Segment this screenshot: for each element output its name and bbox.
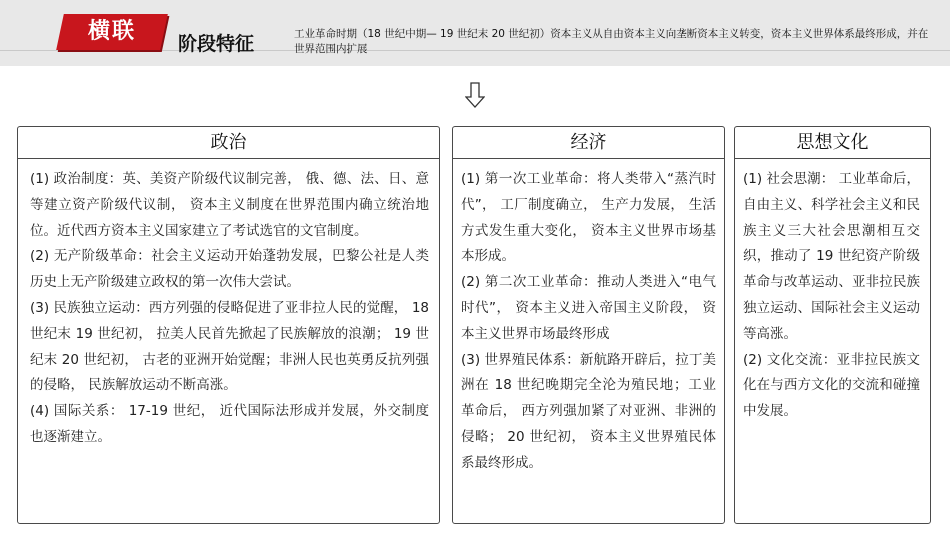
politics-item: (3) 民族独立运动：西方列强的侵略促进了亚非拉人民的觉醒， 18 世纪末 19 世纪初， 拉美人民首先掀起了民族解放的浪潮； 19 世纪末 20 世纪初， 古老的亚洲开始觉醒；非洲人民也英勇反抗列强的侵略， 民族解放运动不断高涨。	[30, 299, 429, 394]
economy-item: (2) 第二次工业革命：推动人类进入“电气时代”， 资本主义进入帝国主义阶段， 资本主义世界市场最终形成	[461, 274, 716, 342]
thought-item: (1) 社会思潮： 工业革命后， 自由主义、科学社会主义和民族主义三大社会思潮相互交织，推动了 19 世纪资产阶级革命与改革运动、亚非拉民族独立运动、国际社会主义运动等高涨。	[743, 171, 920, 342]
politics-column	[17, 126, 440, 524]
politics-item: (4) 国际关系： 17-19 世纪， 近代国际法形成并发展，外交制度也逐渐建立。	[30, 403, 429, 445]
economy-item: (3) 世界殖民体系：新航路开辟后，拉丁美洲在 18 世纪晚期完全沦为殖民地；工业革命后， 西方列强加紧了对亚洲、非洲的侵略； 20 世纪初， 资本主义世界殖民体系最终形成。	[461, 351, 716, 471]
economy-column	[452, 126, 725, 524]
down-arrow-icon	[465, 82, 485, 108]
section-title: 阶段特征	[178, 33, 255, 55]
thought-culture-column	[734, 126, 931, 524]
section-description: 工业革命时期（18 世纪中期— 19 世纪末 20 世纪初）资本主义从自由资本主义向垄断资本主义转变，资本主义世界体系最终形成，并在世界范围内扩展	[294, 28, 929, 55]
economy-column-body	[453, 159, 724, 477]
politics-item: (1) 政治制度：英、美资产阶级代议制完善， 俄、德、法、日、意等建立资产阶级代议制， 资本主义制度在世界范围内确立统治地位。近代西方资本主义国家建立了考试选官的文官制度。	[30, 171, 429, 239]
politics-column-title: 政治	[18, 127, 439, 159]
thought-item: (2) 文化交流：亚非拉民族文化在与西方文化的交流和碰撞中发展。	[743, 351, 920, 420]
politics-item: (2) 无产阶级革命：社会主义运动开始蓬勃发展，巴黎公社是人类历史上无产阶级建立政权的第一次伟大尝试。	[30, 248, 429, 291]
thought-culture-column-body	[735, 159, 930, 425]
section-badge-label: 横联	[87, 19, 136, 44]
thought-culture-column-title: 思想文化	[735, 127, 930, 159]
economy-column-title: 经济	[453, 127, 724, 159]
politics-column-body	[18, 159, 439, 451]
economy-item: (1) 第一次工业革命：将人类带入“蒸汽时代”， 工厂制度确立， 生产力发展， 生活方式发生重大变化， 资本主义世界市场基本形成。	[461, 171, 716, 265]
